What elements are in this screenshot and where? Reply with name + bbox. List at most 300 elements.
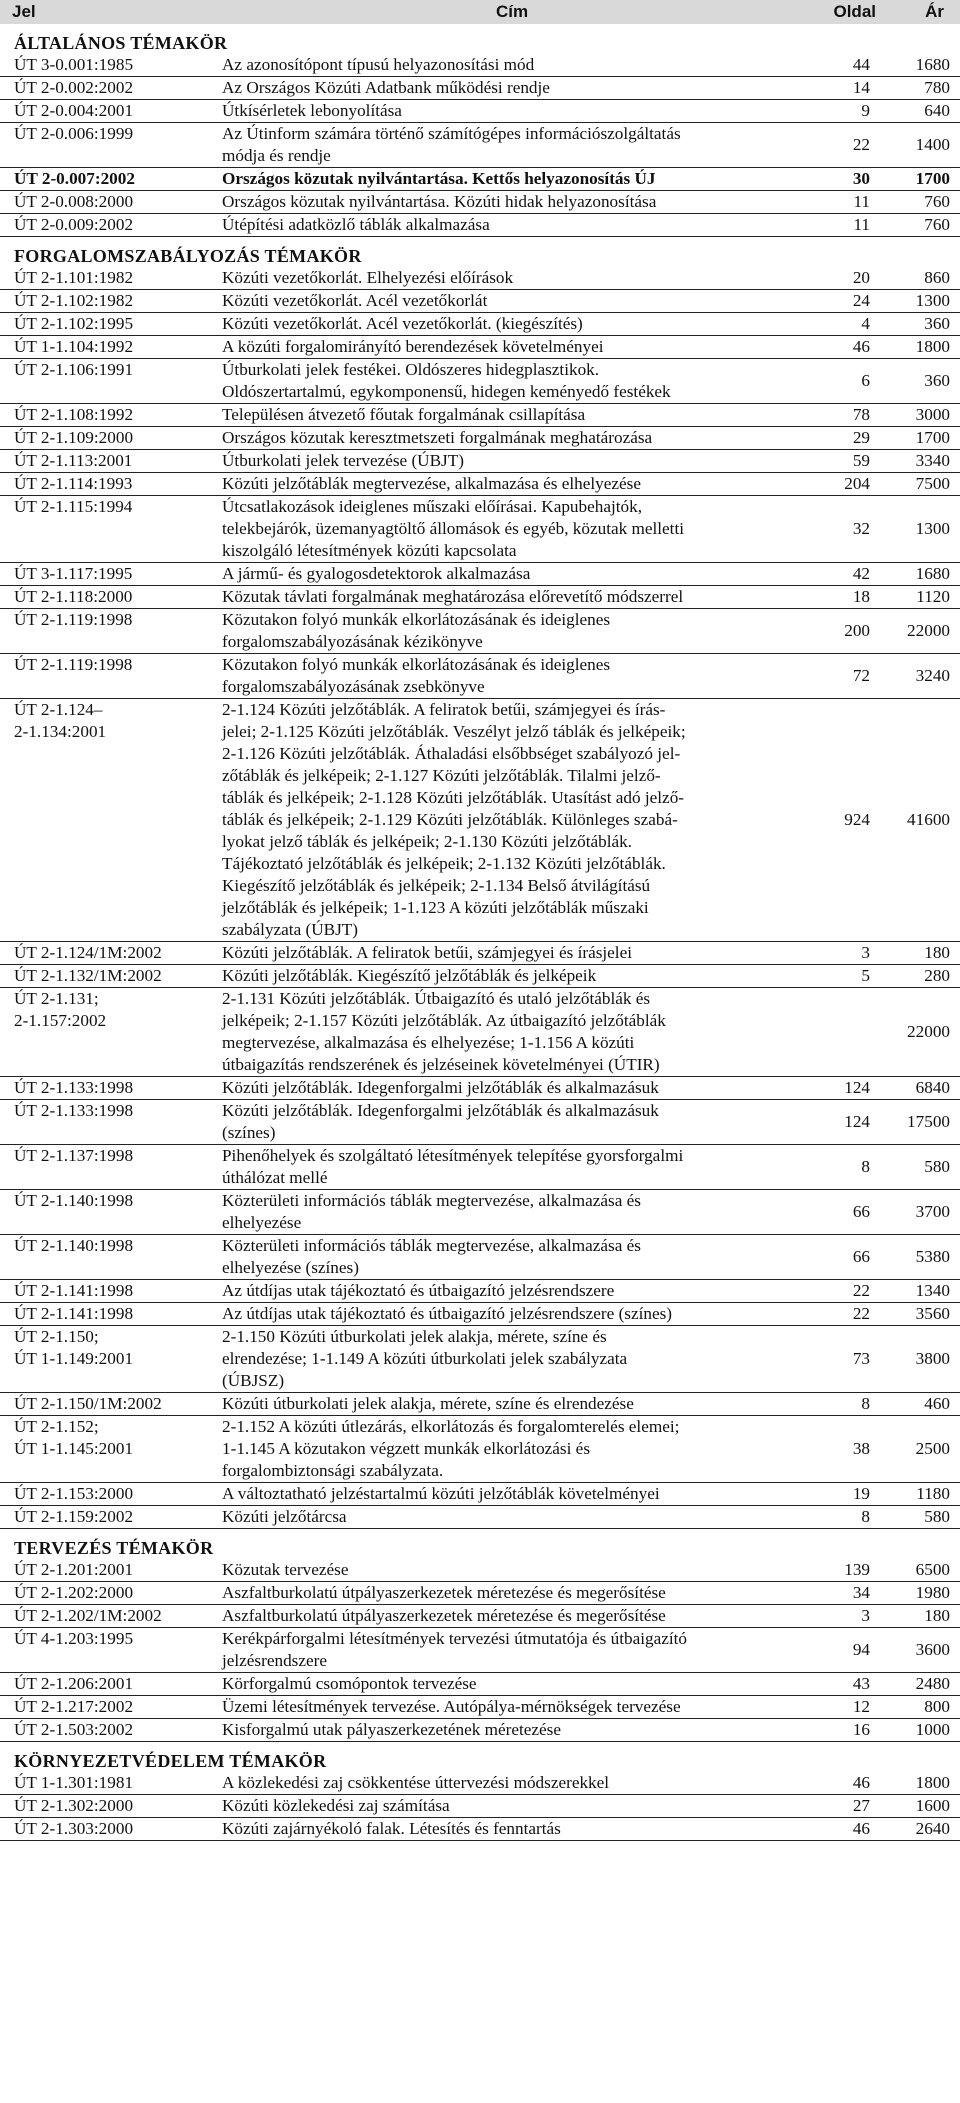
- cell-cim: [212, 404, 812, 427]
- cell-cim: [212, 1559, 812, 1582]
- table-row: [0, 1772, 960, 1795]
- cim-line: Útburkolati jelek tervezése (ÚBJT): [222, 451, 464, 470]
- cim-line: Településen átvezető főutak forgalmának csillapítása: [222, 405, 586, 424]
- cell-cim: [212, 1506, 812, 1529]
- cim-line: telekbejárók, üzemanyagtöltő állomások és egyéb, közutak melletti: [222, 519, 684, 538]
- jel-line: ÚT 2-1.118:2000: [14, 587, 133, 606]
- cell-jel: [0, 1326, 212, 1393]
- cim-line: A változtatható jelzéstartalmú közúti jelzőtáblák követelményei: [222, 1484, 660, 1503]
- cell-cim: [212, 1416, 812, 1483]
- cell-ar: 1400: [882, 123, 960, 168]
- table-row: [0, 1280, 960, 1303]
- cell-oldal: 8: [812, 1145, 882, 1190]
- cim-line: A közlekedési zaj csökkentése úttervezési módszerekkel: [222, 1773, 610, 1792]
- cell-oldal: 124: [812, 1100, 882, 1145]
- jel-line: ÚT 2-1.101:1982: [14, 268, 134, 287]
- table-row: [0, 214, 960, 237]
- jel-line: ÚT 2-1.141:1998: [14, 1304, 134, 1323]
- table-row: [0, 77, 960, 100]
- cim-line: Útkísérletek lebonyolítása: [222, 101, 402, 120]
- jel-line: ÚT 2-1.140:1998: [14, 1236, 134, 1255]
- cim-line: forgalomszabályozásának kézikönyve: [222, 632, 483, 651]
- cell-cim: [212, 965, 812, 988]
- table-row: [0, 1393, 960, 1416]
- cim-line: forgalomszabályozásának zsebkönyve: [222, 677, 485, 696]
- cim-line: jelzőtáblák és jelképeik; 1-1.123 A közúti jelzőtáblák műszaki: [222, 898, 649, 917]
- cell-cim: [212, 191, 812, 214]
- jel-line: ÚT 3-1.117:1995: [14, 564, 133, 583]
- cell-jel: [0, 168, 212, 191]
- cell-oldal: 66: [812, 1235, 882, 1280]
- cell-cim: [212, 1605, 812, 1628]
- cell-oldal: 22: [812, 123, 882, 168]
- table-row: [0, 450, 960, 473]
- cim-line: A jármű- és gyalogosdetektorok alkalmazása: [222, 564, 531, 583]
- header-ar: Ár: [882, 0, 960, 24]
- jel-line: ÚT 2-1.201:2001: [14, 1560, 134, 1579]
- cell-oldal: 30: [812, 168, 882, 191]
- cell-oldal: 14: [812, 77, 882, 100]
- cell-jel: [0, 942, 212, 965]
- cell-jel: [0, 1696, 212, 1719]
- jel-line: ÚT 2-1.150/1M:2002: [14, 1394, 162, 1413]
- cim-line: Közúti jelzőtárcsa: [222, 1507, 347, 1526]
- cell-jel: [0, 1582, 212, 1605]
- cell-jel: [0, 450, 212, 473]
- cell-ar: 1800: [882, 336, 960, 359]
- cim-line: (ÚBJSZ): [222, 1371, 285, 1390]
- cell-oldal: 27: [812, 1795, 882, 1818]
- cim-line: forgalombiztonsági szabályzata.: [222, 1461, 444, 1480]
- cell-oldal: 3: [812, 1605, 882, 1628]
- cim-line: Közúti jelzőtáblák. Idegenforgalmi jelzőtáblák és alkalmazásuk: [222, 1078, 659, 1097]
- jel-line: ÚT 2-0.004:2001: [14, 101, 134, 120]
- cell-cim: [212, 123, 812, 168]
- cim-line: Oldószertartalmú, egykomponensű, hidegen keményedő festékek: [222, 382, 671, 401]
- cell-cim: [212, 54, 812, 77]
- cell-ar: 1180: [882, 1483, 960, 1506]
- cim-line: Közúti jelzőtáblák. Kiegészítő jelzőtáblák és jelképeik: [222, 966, 597, 985]
- cim-line: Országos közutak nyilvántartása. Közúti hidak helyazonosítása: [222, 192, 657, 211]
- cell-ar: 860: [882, 267, 960, 290]
- cell-oldal: 924: [812, 699, 882, 942]
- cell-jel: [0, 1145, 212, 1190]
- cell-oldal: 12: [812, 1696, 882, 1719]
- jel-line: ÚT 2-1.132/1M:2002: [14, 966, 162, 985]
- cell-oldal: 78: [812, 404, 882, 427]
- cell-cim: [212, 654, 812, 699]
- cell-oldal: 204: [812, 473, 882, 496]
- cell-jel: [0, 699, 212, 942]
- cell-ar: 1700: [882, 427, 960, 450]
- cell-oldal: 8: [812, 1393, 882, 1416]
- jel-line: ÚT 2-1.150;: [14, 1327, 99, 1346]
- table-row: [0, 563, 960, 586]
- jel-line: ÚT 2-0.002:2002: [14, 78, 134, 97]
- cim-line: 2-1.152 A közúti útlezárás, elkorlátozás és forgalomterelés elemei;: [222, 1417, 680, 1436]
- cell-ar: 1340: [882, 1280, 960, 1303]
- cell-oldal: 200: [812, 609, 882, 654]
- cell-jel: [0, 1483, 212, 1506]
- jel-line: 2-1.157:2002: [14, 1011, 107, 1030]
- cell-ar: 5380: [882, 1235, 960, 1280]
- cim-line: Kerékpárforgalmi létesítmények tervezési útmutatója és útbaigazító: [222, 1629, 688, 1648]
- cim-line: megtervezése, alkalmazása és elhelyezése; 1-1.156 A közúti: [222, 1033, 635, 1052]
- cim-line: elhelyezése: [222, 1213, 302, 1232]
- cim-line: Közutak távlati forgalmának meghatározása előrevetítő módszerrel: [222, 587, 684, 606]
- cell-jel: [0, 1559, 212, 1582]
- cell-jel: [0, 1818, 212, 1841]
- cim-line: Aszfaltburkolatú útpályaszerkezetek méretezése és megerősítése: [222, 1606, 666, 1625]
- cell-jel: [0, 965, 212, 988]
- cim-line: Közutakon folyó munkák elkorlátozásának és ideiglenes: [222, 610, 611, 629]
- table-row: [0, 1605, 960, 1628]
- cell-cim: [212, 563, 812, 586]
- cell-jel: [0, 290, 212, 313]
- cim-line: Az Útinform számára történő számítógépes információszolgáltatás: [222, 124, 681, 143]
- cell-jel: [0, 1795, 212, 1818]
- cell-ar: 280: [882, 965, 960, 988]
- cell-ar: 580: [882, 1145, 960, 1190]
- cell-oldal: 38: [812, 1416, 882, 1483]
- section-title: ÁLTALÁNOS TÉMAKÖR: [14, 33, 228, 53]
- cim-line: Közúti útburkolati jelek alakja, mérete, színe és elrendezése: [222, 1394, 634, 1413]
- cell-ar: 3800: [882, 1326, 960, 1393]
- jel-line: ÚT 2-1.114:1993: [14, 474, 133, 493]
- cim-line: úthálózat mellé: [222, 1168, 328, 1187]
- section-heading-row: [0, 1742, 960, 1773]
- cell-cim: [212, 699, 812, 942]
- cell-ar: 360: [882, 313, 960, 336]
- cell-cim: [212, 942, 812, 965]
- table-row: [0, 123, 960, 168]
- cell-oldal: 124: [812, 1077, 882, 1100]
- jel-line: ÚT 2-1.124/1M:2002: [14, 943, 162, 962]
- cim-line: jelzésrendszere: [222, 1651, 327, 1670]
- cell-ar: 2500: [882, 1416, 960, 1483]
- jel-line: ÚT 2-1.302:2000: [14, 1796, 134, 1815]
- cell-cim: [212, 1628, 812, 1673]
- cim-line: Közterületi információs táblák megtervezése, alkalmazása és: [222, 1236, 641, 1255]
- cell-cim: [212, 1483, 812, 1506]
- cell-ar: 780: [882, 77, 960, 100]
- cell-ar: 3240: [882, 654, 960, 699]
- jel-line: ÚT 2-1.202/1M:2002: [14, 1606, 162, 1625]
- cell-ar: 6840: [882, 1077, 960, 1100]
- cell-oldal: 9: [812, 100, 882, 123]
- cim-line: Útburkolati jelek festékei. Oldószeres hidegplasztikok.: [222, 360, 600, 379]
- cell-ar: 180: [882, 942, 960, 965]
- cell-cim: [212, 1303, 812, 1326]
- cell-ar: 800: [882, 1696, 960, 1719]
- cell-jel: [0, 313, 212, 336]
- cim-line: táblák és jelképeik; 2-1.129 Közúti jelzőtáblák. Különleges szabá-: [222, 810, 678, 829]
- cell-jel: [0, 214, 212, 237]
- header-jel: Jel: [0, 0, 212, 24]
- table-row: [0, 965, 960, 988]
- cim-line: Közúti vezetőkorlát. Acél vezetőkorlát: [222, 291, 488, 310]
- cell-ar: 640: [882, 100, 960, 123]
- cell-cim: [212, 1393, 812, 1416]
- table-row: [0, 1100, 960, 1145]
- cell-ar: 41600: [882, 699, 960, 942]
- table-row: [0, 1719, 960, 1742]
- cell-cim: [212, 1145, 812, 1190]
- cim-line: Az útdíjas utak tájékoztató és útbaigazító jelzésrendszere (színes): [222, 1304, 673, 1323]
- table-row: [0, 1559, 960, 1582]
- cell-jel: [0, 1605, 212, 1628]
- cim-line: 2-1.124 Közúti jelzőtáblák. A feliratok betűi, számjegyei és írás-: [222, 700, 666, 719]
- cell-ar: 17500: [882, 1100, 960, 1145]
- cell-oldal: 3: [812, 942, 882, 965]
- cell-jel: [0, 1673, 212, 1696]
- cim-line: zőtáblák és jelképeik; 2-1.127 Közúti jelzőtáblák. Tilalmi jelző-: [222, 766, 661, 785]
- cell-oldal: 72: [812, 654, 882, 699]
- cell-ar: 3700: [882, 1190, 960, 1235]
- cell-jel: [0, 123, 212, 168]
- cell-oldal: 139: [812, 1559, 882, 1582]
- table-row: [0, 1303, 960, 1326]
- cell-jel: [0, 473, 212, 496]
- cell-ar: 3340: [882, 450, 960, 473]
- cim-line: elrendezése; 1-1.149 A közúti útburkolati jelek szabályzata: [222, 1349, 628, 1368]
- jel-line: ÚT 2-1.217:2002: [14, 1697, 134, 1716]
- cell-cim: [212, 450, 812, 473]
- jel-line: ÚT 2-1.119:1998: [14, 610, 133, 629]
- cell-oldal: 11: [812, 191, 882, 214]
- jel-line: ÚT 2-1.131;: [14, 989, 99, 1008]
- cell-oldal: 19: [812, 1483, 882, 1506]
- table-row: [0, 1696, 960, 1719]
- jel-line: ÚT 1-1.145:2001: [14, 1439, 134, 1458]
- cell-jel: [0, 77, 212, 100]
- jel-line: ÚT 2-1.141:1998: [14, 1281, 134, 1300]
- cell-cim: [212, 336, 812, 359]
- cell-ar: 1980: [882, 1582, 960, 1605]
- cell-cim: [212, 1719, 812, 1742]
- cell-oldal: 94: [812, 1628, 882, 1673]
- cell-ar: 1300: [882, 496, 960, 563]
- cim-line: táblák és jelképeik; 2-1.128 Közúti jelzőtáblák. Utasítást adó jelző-: [222, 788, 685, 807]
- cell-jel: [0, 1303, 212, 1326]
- cell-jel: [0, 404, 212, 427]
- cim-line: 2-1.131 Közúti jelzőtáblák. Útbaigazító és utaló jelzőtáblák és: [222, 989, 651, 1008]
- cim-line: kiszolgáló létesítmények közúti kapcsolata: [222, 541, 517, 560]
- section-title: FORGALOMSZABÁLYOZÁS TÉMAKÖR: [14, 246, 362, 266]
- cell-cim: [212, 1326, 812, 1393]
- cell-ar: 1120: [882, 586, 960, 609]
- jel-line: ÚT 2-1.113:2001: [14, 451, 133, 470]
- cim-line: 2-1.126 Közúti jelzőtáblák. Áthaladási elsőbbséget szabályozó jel-: [222, 744, 681, 763]
- cim-line: Közúti közlekedési zaj számítása: [222, 1796, 450, 1815]
- table-row: [0, 267, 960, 290]
- section-heading-row: [0, 237, 960, 268]
- cell-jel: [0, 654, 212, 699]
- jel-line: 2-1.134:2001: [14, 722, 107, 741]
- table-row: [0, 313, 960, 336]
- table-row: [0, 1795, 960, 1818]
- cell-jel: [0, 496, 212, 563]
- cell-jel: [0, 427, 212, 450]
- cell-cim: [212, 586, 812, 609]
- cim-line: A közúti forgalomirányító berendezések követelményei: [222, 337, 604, 356]
- cell-jel: [0, 54, 212, 77]
- cim-line: Közúti zajárnyékoló falak. Létesítés és fenntartás: [222, 1819, 561, 1838]
- jel-line: ÚT 2-1.124–: [14, 700, 103, 719]
- cell-jel: [0, 100, 212, 123]
- cim-line: Útépítési adatközlő táblák alkalmazása: [222, 215, 490, 234]
- cell-oldal: [812, 988, 882, 1077]
- table-row: [0, 1416, 960, 1483]
- table-row: [0, 359, 960, 404]
- jel-line: ÚT 1-1.104:1992: [14, 337, 134, 356]
- table-row: [0, 290, 960, 313]
- table-row: [0, 168, 960, 191]
- jel-line: ÚT 2-1.102:1982: [14, 291, 134, 310]
- cell-ar: 3560: [882, 1303, 960, 1326]
- cell-oldal: 42: [812, 563, 882, 586]
- cim-line: lyokat jelző táblák és jelképeik; 2-1.130 Közúti jelzőtáblák.: [222, 832, 632, 851]
- cell-cim: [212, 1582, 812, 1605]
- cell-cim: [212, 290, 812, 313]
- cell-ar: 2480: [882, 1673, 960, 1696]
- cim-line: Közúti jelzőtáblák. Idegenforgalmi jelzőtáblák és alkalmazásuk: [222, 1101, 659, 1120]
- cell-oldal: 22: [812, 1280, 882, 1303]
- cell-oldal: 66: [812, 1190, 882, 1235]
- cell-jel: [0, 1077, 212, 1100]
- cell-oldal: 8: [812, 1506, 882, 1529]
- cell-jel: [0, 267, 212, 290]
- cell-ar: 3000: [882, 404, 960, 427]
- cell-oldal: 43: [812, 1673, 882, 1696]
- header-cim: Cím: [212, 0, 812, 24]
- cell-cim: [212, 1818, 812, 1841]
- table-row: [0, 1235, 960, 1280]
- jel-line: ÚT 2-1.106:1991: [14, 360, 134, 379]
- cell-ar: 360: [882, 359, 960, 404]
- jel-line: ÚT 2-1.115:1994: [14, 497, 133, 516]
- table-row: [0, 699, 960, 942]
- jel-line: ÚT 2-0.007:2002: [14, 169, 135, 188]
- table-row: [0, 496, 960, 563]
- cell-oldal: 6: [812, 359, 882, 404]
- cim-line: útbaigazítás rendszerének és jelzéseinek követelményei (ÚTIR): [222, 1055, 660, 1074]
- jel-line: ÚT 2-1.133:1998: [14, 1078, 134, 1097]
- cell-oldal: 5: [812, 965, 882, 988]
- cim-line: Pihenőhelyek és szolgáltató létesítmények telepítése gyorsforgalmi: [222, 1146, 684, 1165]
- table-row: [0, 473, 960, 496]
- cell-ar: 1800: [882, 1772, 960, 1795]
- table-row: [0, 427, 960, 450]
- cell-cim: [212, 267, 812, 290]
- cell-ar: 2640: [882, 1818, 960, 1841]
- section-title: KÖRNYEZETVÉDELEM TÉMAKÖR: [14, 1751, 327, 1771]
- table-row: [0, 404, 960, 427]
- cim-line: módja és rendje: [222, 146, 331, 165]
- cell-cim: [212, 1673, 812, 1696]
- cell-oldal: 16: [812, 1719, 882, 1742]
- jel-line: ÚT 2-1.303:2000: [14, 1819, 134, 1838]
- jel-line: ÚT 2-1.206:2001: [14, 1674, 134, 1693]
- table-header-row: [0, 0, 960, 24]
- cell-jel: [0, 586, 212, 609]
- cell-cim: [212, 988, 812, 1077]
- cell-cim: [212, 214, 812, 237]
- cell-oldal: 59: [812, 450, 882, 473]
- header-oldal: Oldal: [812, 0, 882, 24]
- table-row: [0, 1673, 960, 1696]
- jel-line: ÚT 2-1.152;: [14, 1417, 99, 1436]
- jel-line: ÚT 2-1.137:1998: [14, 1146, 134, 1165]
- table-row: [0, 1326, 960, 1393]
- cell-cim: [212, 313, 812, 336]
- cell-ar: 580: [882, 1506, 960, 1529]
- table-row: [0, 654, 960, 699]
- table-row: [0, 609, 960, 654]
- jel-line: ÚT 2-1.159:2002: [14, 1507, 134, 1526]
- cell-jel: [0, 563, 212, 586]
- cell-cim: [212, 1696, 812, 1719]
- jel-line: ÚT 2-1.153:2000: [14, 1484, 134, 1503]
- cell-jel: [0, 336, 212, 359]
- table-row: [0, 54, 960, 77]
- table-row: [0, 1506, 960, 1529]
- jel-line: ÚT 2-1.108:1992: [14, 405, 134, 424]
- jel-line: ÚT 4-1.203:1995: [14, 1629, 134, 1648]
- cell-cim: [212, 1235, 812, 1280]
- cell-oldal: 22: [812, 1303, 882, 1326]
- cim-line: Közúti jelzőtáblák. A feliratok betűi, számjegyei és írásjelei: [222, 943, 632, 962]
- cim-line: jelképeik; 2-1.157 Közúti jelzőtáblák. Az útbaigazító jelzőtáblák: [222, 1011, 666, 1030]
- cim-line: jelei; 2-1.125 Közúti jelzőtáblák. Veszélyt jelző táblák és jelképeik;: [222, 722, 686, 741]
- table-row: [0, 191, 960, 214]
- jel-line: ÚT 2-1.202:2000: [14, 1583, 134, 1602]
- cell-cim: [212, 496, 812, 563]
- cell-jel: [0, 988, 212, 1077]
- jel-line: ÚT 1-1.149:2001: [14, 1349, 134, 1368]
- cell-cim: [212, 1100, 812, 1145]
- table-row: [0, 336, 960, 359]
- cell-oldal: 11: [812, 214, 882, 237]
- table-row: [0, 1628, 960, 1673]
- cim-line: 2-1.150 Közúti útburkolati jelek alakja, mérete, színe és: [222, 1327, 607, 1346]
- cell-ar: 1700: [882, 168, 960, 191]
- cell-cim: [212, 473, 812, 496]
- cell-jel: [0, 1190, 212, 1235]
- cim-line: 1-1.145 A közutakon végzett munkák elkorlátozási és: [222, 1439, 591, 1458]
- cell-cim: [212, 168, 812, 191]
- cim-line: Közutak tervezése: [222, 1560, 349, 1579]
- cim-line: Körforgalmú csomópontok tervezése: [222, 1674, 477, 1693]
- cell-oldal: 46: [812, 1772, 882, 1795]
- cim-line: Kiegészítő jelzőtáblák és jelképeik; 2-1.134 Belső átvilágítású: [222, 876, 651, 895]
- table-row: [0, 1818, 960, 1841]
- cell-ar: 6500: [882, 1559, 960, 1582]
- cell-cim: [212, 427, 812, 450]
- jel-line: ÚT 2-1.119:1998: [14, 655, 133, 674]
- cim-line: Tájékoztató jelzőtáblák és jelképeik; 2-1.132 Közúti jelzőtáblák.: [222, 854, 666, 873]
- cell-cim: [212, 77, 812, 100]
- cell-ar: 760: [882, 214, 960, 237]
- section-heading-row: [0, 1529, 960, 1560]
- jel-line: ÚT 1-1.301:1981: [14, 1773, 134, 1792]
- jel-line: ÚT 2-0.008:2000: [14, 192, 134, 211]
- cim-line: Aszfaltburkolatú útpályaszerkezetek méretezése és megerősítése: [222, 1583, 666, 1602]
- cim-line: Az útdíjas utak tájékoztató és útbaigazító jelzésrendszere: [222, 1281, 615, 1300]
- jel-line: ÚT 2-1.133:1998: [14, 1101, 134, 1120]
- cell-cim: [212, 1077, 812, 1100]
- section-title: TERVEZÉS TÉMAKÖR: [14, 1538, 214, 1558]
